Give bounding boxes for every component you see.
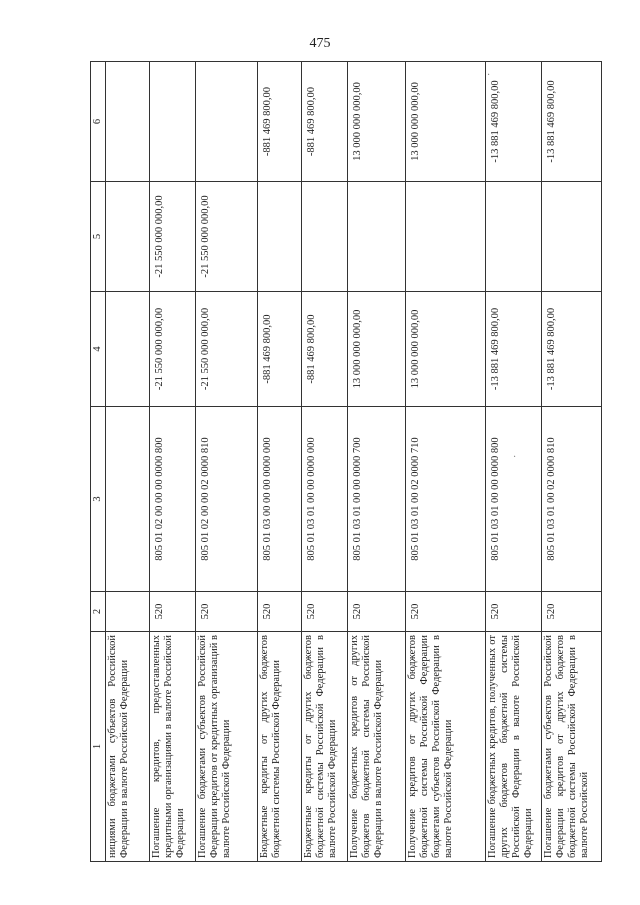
- row-col4-cell: -881 469 800,00: [258, 292, 302, 407]
- row-kbk-cell: 805 01 03 01 00 00 0000 800: [486, 407, 542, 592]
- table-container: [90, 62, 591, 862]
- row-kbk-cell: [106, 407, 150, 592]
- row-name-cell: Получение кредитов от других бюджетов бюджетной системы Российской Федерации бюджетами субъектов Российской Федерации в валюте Российской Федерации: [406, 632, 486, 862]
- row-kbk-cell: 805 01 03 01 00 00 0000 000: [302, 407, 348, 592]
- row-col6-cell: -13 881 469 800,00: [486, 62, 542, 182]
- row-col6-cell: 13 000 000 000,00: [348, 62, 406, 182]
- row-col5-cell: [302, 182, 348, 292]
- row-kbk-cell: 805 01 02 00 00 00 0000 800: [150, 407, 196, 592]
- row-col6-cell: [106, 62, 150, 182]
- row-col5-cell: -21 550 000 000,00: [196, 182, 258, 292]
- row-col4-cell: -13 881 469 800,00: [486, 292, 542, 407]
- row-col5-cell: [106, 182, 150, 292]
- table-header-row: [91, 62, 106, 862]
- row-col6-cell: [196, 62, 258, 182]
- row-col5-cell: [258, 182, 302, 292]
- row-kbk-cell: 805 01 03 01 00 02 0000 710: [406, 407, 486, 592]
- row-name-cell: Погашение бюджетами субъектов Российской Федерации кредитов от других бюджетов бюджетной системы Российской Федерации в валюте Российской: [542, 632, 602, 862]
- row-col4-cell: -21 550 000 000,00: [196, 292, 258, 407]
- row-code-cell: [106, 592, 150, 632]
- header-col-6: 6: [91, 62, 106, 182]
- row-name-cell: Погашение кредитов, предоставленных кредитными организациями в валюте Российской Федерации: [150, 632, 196, 862]
- row-name-cell: Бюджетные кредиты от других бюджетов бюджетной системы Российской Федерации: [258, 632, 302, 862]
- row-col6-cell: 13 000 000 000,00: [406, 62, 486, 182]
- row-kbk-cell: 805 01 02 00 00 02 0000 810: [196, 407, 258, 592]
- scan-speck: ·: [513, 452, 517, 463]
- table-row: [406, 62, 486, 862]
- row-code-cell: 520: [196, 592, 258, 632]
- row-code-cell: 520: [258, 592, 302, 632]
- table-row: [106, 62, 150, 862]
- row-col4-cell: -881 469 800,00: [302, 292, 348, 407]
- row-kbk-cell: 805 01 03 01 00 02 0000 810: [542, 407, 602, 592]
- row-col4-cell: 13 000 000 000,00: [406, 292, 486, 407]
- row-kbk-cell: 805 01 03 01 00 00 0000 700: [348, 407, 406, 592]
- row-code-cell: 520: [542, 592, 602, 632]
- table-row: [542, 62, 602, 862]
- row-code-cell: 520: [486, 592, 542, 632]
- header-col-1: 1: [91, 632, 106, 862]
- row-col5-cell: [542, 182, 602, 292]
- row-col4-cell: -13 881 469 800,00: [542, 292, 602, 407]
- header-col-4: 4: [91, 292, 106, 407]
- row-name-cell: Погашение бюджетных кредитов, полученных от других бюджетов бюджетной системы Российской Федерации в валюте Российской Федерации: [486, 632, 542, 862]
- table-row: [150, 62, 196, 862]
- row-col5-cell: [406, 182, 486, 292]
- row-col4-cell: -21 550 000 000,00: [150, 292, 196, 407]
- scan-speck: ·: [487, 70, 491, 81]
- table-row: [196, 62, 258, 862]
- row-col6-cell: [150, 62, 196, 182]
- row-code-cell: 520: [348, 592, 406, 632]
- row-name-cell: Погашение бюджетами субъектов Российской Федерации кредитов от кредитных организаций в валюте Российской Федерации: [196, 632, 258, 862]
- table-row: [302, 62, 348, 862]
- budget-table: [90, 61, 602, 862]
- row-col5-cell: [486, 182, 542, 292]
- row-col5-cell: -21 550 000 000,00: [150, 182, 196, 292]
- row-code-cell: 520: [150, 592, 196, 632]
- row-kbk-cell: 805 01 03 00 00 00 0000 000: [258, 407, 302, 592]
- table-row: [258, 62, 302, 862]
- row-name-cell: Получение бюджетных кредитов от других бюджетов бюджетной системы Российской Федерации в валюте Российской Федерации: [348, 632, 406, 862]
- page-number: 475: [309, 36, 331, 51]
- row-code-cell: 520: [302, 592, 348, 632]
- row-name-cell: нициями бюджетами субъектов Российской Федерации в валюте Российской Федерации: [106, 632, 150, 862]
- row-col5-cell: [348, 182, 406, 292]
- row-name-cell: Бюджетные кредиты от других бюджетов бюджетной системы Российской Федерации в валюте Российской Федерации: [302, 632, 348, 862]
- row-col4-cell: 13 000 000 000,00: [348, 292, 406, 407]
- row-col6-cell: -881 469 800,00: [302, 62, 348, 182]
- row-code-cell: 520: [406, 592, 486, 632]
- row-col4-cell: [106, 292, 150, 407]
- row-col6-cell: -881 469 800,00: [258, 62, 302, 182]
- row-col6-cell: -13 881 469 800,00: [542, 62, 602, 182]
- rotated-table: [90, 62, 591, 862]
- header-col-5: 5: [91, 182, 106, 292]
- table-row: [348, 62, 406, 862]
- header-col-3: 3: [91, 407, 106, 592]
- header-col-2: 2: [91, 592, 106, 632]
